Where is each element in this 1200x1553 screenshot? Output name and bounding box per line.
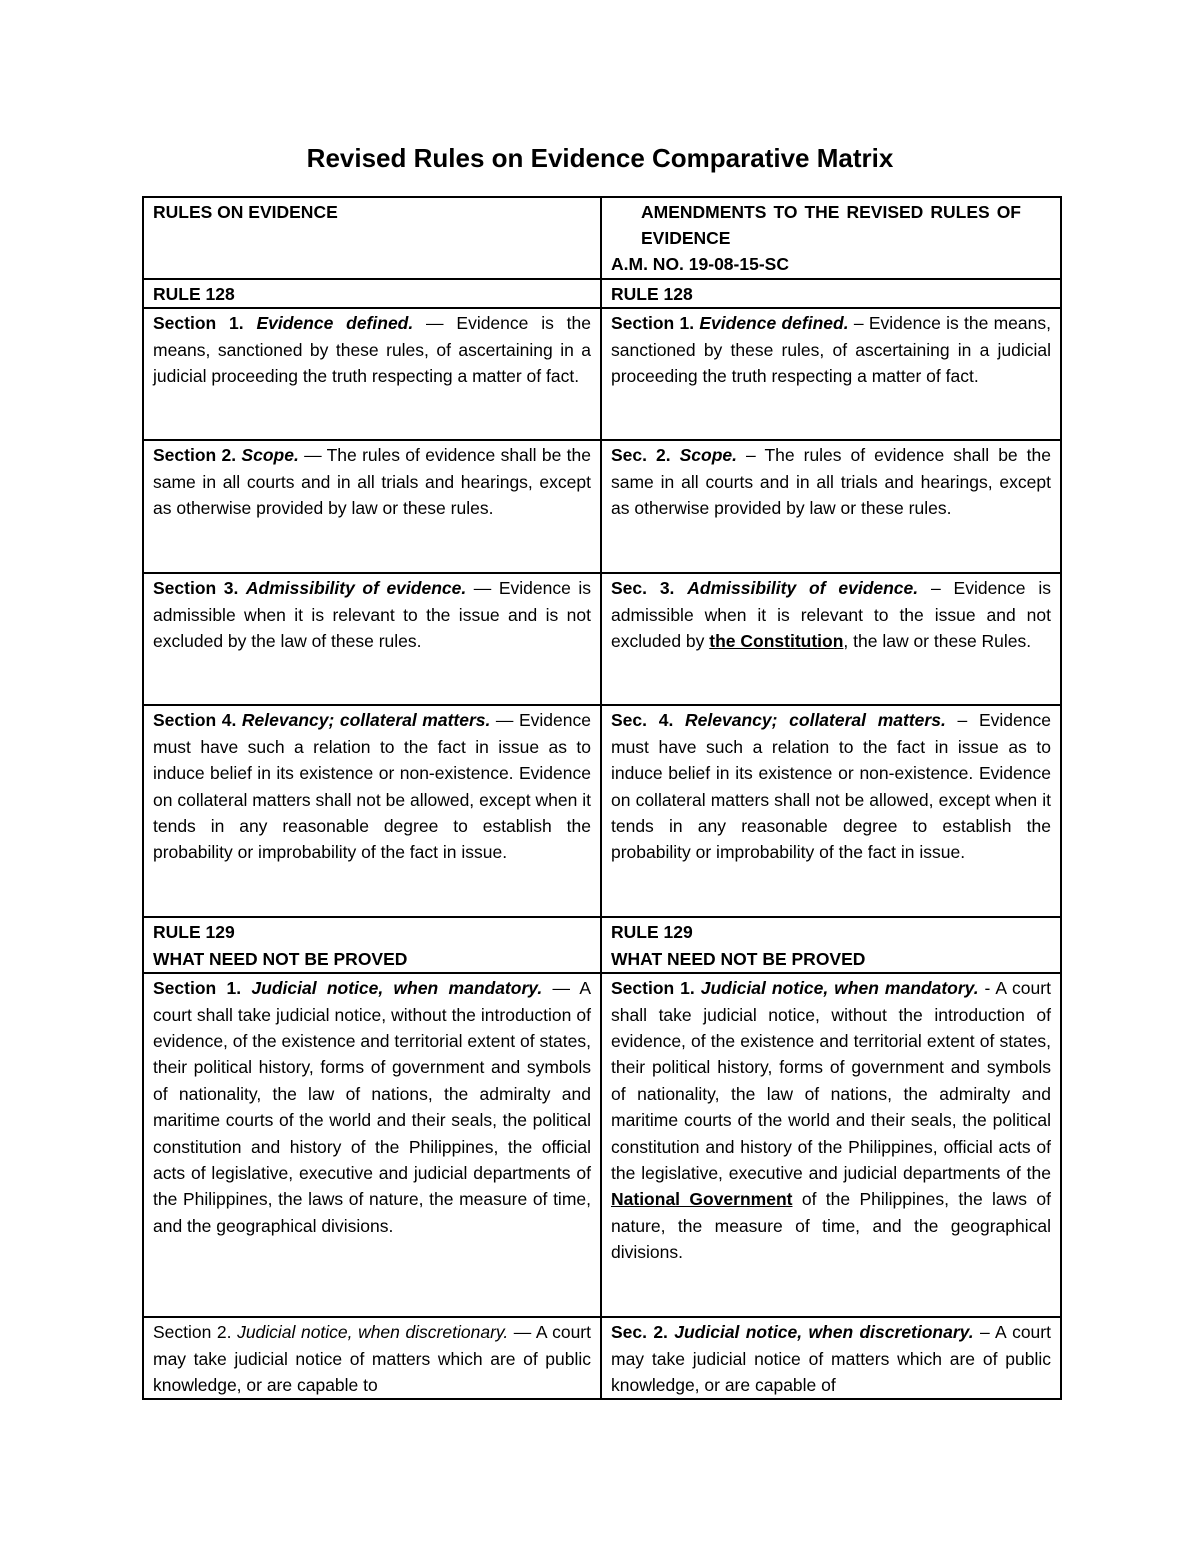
page-title: Revised Rules on Evidence Comparative Matrix xyxy=(306,143,894,173)
rule-129-row xyxy=(143,917,1061,973)
section-text: The rules of evidence shall be the same in all courts and in all trials and hearings, except as otherwise provided by law or these rules. xyxy=(611,445,1051,519)
section-text: A court shall take judicial notice, without the introduction of evidence, of the existence and territorial extent of states, their political history, forms of government and symbols of nationality, the law of nations, the admiralty and maritime courts of the world and their seals, the political constitution and history of the Philippines, the official acts of legislative, executive and judicial departments of the Philippines, the laws of nature, the measure of time, and the geographical divisions. xyxy=(153,978,591,1236)
dash: – xyxy=(737,445,765,466)
section-text: Evidence is the means, sanctioned by these rules, of ascertaining in a judicial proceeding the truth respecting a matter of fact. xyxy=(611,313,1051,387)
section-label: Sec. 3. xyxy=(611,578,675,599)
section-heading: Judicial notice, when discretionary. xyxy=(674,1322,974,1343)
dash: — xyxy=(298,445,327,466)
r128-s2-right xyxy=(601,440,1061,573)
rule-128-left: RULE 128 xyxy=(143,279,601,308)
rule-subtitle: WHAT NEED NOT BE PROVED xyxy=(153,948,408,969)
section-label: Section 4. xyxy=(153,710,237,731)
dash: – xyxy=(945,710,979,731)
comparative-matrix-table xyxy=(142,196,1062,1400)
table-row xyxy=(143,573,1061,705)
header-right-line1: AMENDMENTS TO THE REVISED RULES OF EVIDENCE xyxy=(641,202,1021,248)
dash: – xyxy=(848,313,869,334)
r128-s4-left xyxy=(143,705,601,917)
dash: — xyxy=(490,710,519,731)
header-right xyxy=(601,197,1061,279)
section-text: Evidence is the means, sanctioned by these rules, of ascertaining in a judicial proceeding the truth respecting a matter of fact. xyxy=(153,313,591,387)
rule-128-row xyxy=(143,279,1061,308)
header-row xyxy=(143,197,1061,279)
section-label: Section 1. xyxy=(611,313,695,334)
header-left xyxy=(143,197,601,279)
section-heading: Evidence defined. xyxy=(699,313,849,334)
section-label: Sec. 2. xyxy=(611,1322,668,1343)
section-heading: Judicial notice, when discretionary. xyxy=(237,1322,509,1343)
amendment-emphasis: National Government xyxy=(611,1189,793,1210)
r129-s1-left xyxy=(143,973,601,1317)
section-text: A court may take judicial notice of matters which are of public knowledge, or are capable to xyxy=(153,1322,591,1396)
header-left-text: RULES ON EVIDENCE xyxy=(153,202,338,222)
table-row xyxy=(143,308,1061,440)
r128-s3-left xyxy=(143,573,601,705)
dash: — xyxy=(542,978,580,999)
section-heading: Relevancy; collateral matters. xyxy=(241,710,491,731)
section-label: Sec. 2. xyxy=(611,445,671,466)
amendment-emphasis: the Constitution xyxy=(709,631,844,652)
section-label: Section 2. xyxy=(153,1322,232,1343)
rule-129-right xyxy=(601,917,1061,973)
dash: – xyxy=(973,1322,996,1343)
table-row xyxy=(143,705,1061,917)
dash: — xyxy=(508,1322,536,1343)
section-heading: Judicial notice, when mandatory. xyxy=(251,978,543,999)
section-heading: Admissibility of evidence. xyxy=(687,578,919,599)
rule-129-left xyxy=(143,917,601,973)
section-text: of the Philippines, the laws of nature, the measure of time, and the geographical divisions. xyxy=(611,1189,1051,1263)
section-label: Section 1. xyxy=(611,978,695,999)
section-text: Evidence must have such a relation to the fact in issue as to induce belief in its existence or non-existence. Evidence on collateral matters shall not be allowed, except when it tends in any reasonable degree to establish the probability or improbability of the fact in issue. xyxy=(153,710,591,863)
r128-s1-left xyxy=(143,308,601,440)
dash: – xyxy=(918,578,954,599)
dash: — xyxy=(413,313,457,334)
rule-subtitle: WHAT NEED NOT BE PROVED xyxy=(611,948,866,969)
section-text: Evidence is admissible when it is relevant to the issue and is not excluded by the law of these rules. xyxy=(153,578,592,652)
section-label: Section 3. xyxy=(153,578,239,599)
section-text: , the law or these Rules. xyxy=(843,631,1032,652)
section-text: Evidence is admissible when it is relevant to the issue and not excluded by xyxy=(611,578,1051,652)
table-row xyxy=(143,973,1061,1317)
section-label: Section 1. xyxy=(153,313,244,334)
r128-s4-right xyxy=(601,705,1061,917)
section-label: Sec. 4. xyxy=(611,710,674,731)
r128-s2-left xyxy=(143,440,601,573)
rule-title: RULE 129 xyxy=(153,922,235,943)
table-row xyxy=(143,440,1061,573)
section-text: The rules of evidence shall be the same in all courts and in all trials and hearings, except as otherwise provided by law or these rules. xyxy=(153,445,591,519)
rule-128-right: RULE 128 xyxy=(601,279,1061,308)
table-row xyxy=(143,1317,1061,1399)
r128-s3-right xyxy=(601,573,1061,705)
section-heading: Relevancy; collateral matters. xyxy=(685,710,946,731)
header-right-line2: A.M. NO. 19-08-15-SC xyxy=(611,254,789,274)
section-text: Evidence must have such a relation to the fact in issue as to induce belief in its existence or non-existence. Evidence on collateral matters shall not be allowed, except when it tends in any reasonable degree to establish the probability or improbability of the fact in issue. xyxy=(611,710,1051,863)
dash: — xyxy=(466,578,499,599)
dash: - xyxy=(978,978,996,999)
section-heading: Admissibility of evidence. xyxy=(245,578,467,599)
section-text: A court shall take judicial notice, without the introduction of evidence, of the existence and territorial extent of states, their political history, forms of government and symbols of nationality, the law of nations, the admiralty and maritime courts of the world and their seals, the political constitution and history of the Philippines, official acts of the legislative, executive and judicial departments of the xyxy=(611,978,1051,1184)
section-heading: Judicial notice, when mandatory. xyxy=(700,978,979,999)
section-heading: Scope. xyxy=(679,445,738,466)
r128-s1-right xyxy=(601,308,1061,440)
r129-s1-right xyxy=(601,973,1061,1317)
section-label: Section 2. xyxy=(153,445,237,466)
section-label: Section 1. xyxy=(153,978,242,999)
section-heading: Evidence defined. xyxy=(256,313,414,334)
section-text: A court may take judicial notice of matters which are of public knowledge, or are capable of xyxy=(611,1322,1051,1396)
rule-title: RULE 129 xyxy=(611,922,693,943)
r129-s2-left xyxy=(143,1317,601,1399)
r129-s2-right xyxy=(601,1317,1061,1399)
section-heading: Scope. xyxy=(241,445,299,466)
